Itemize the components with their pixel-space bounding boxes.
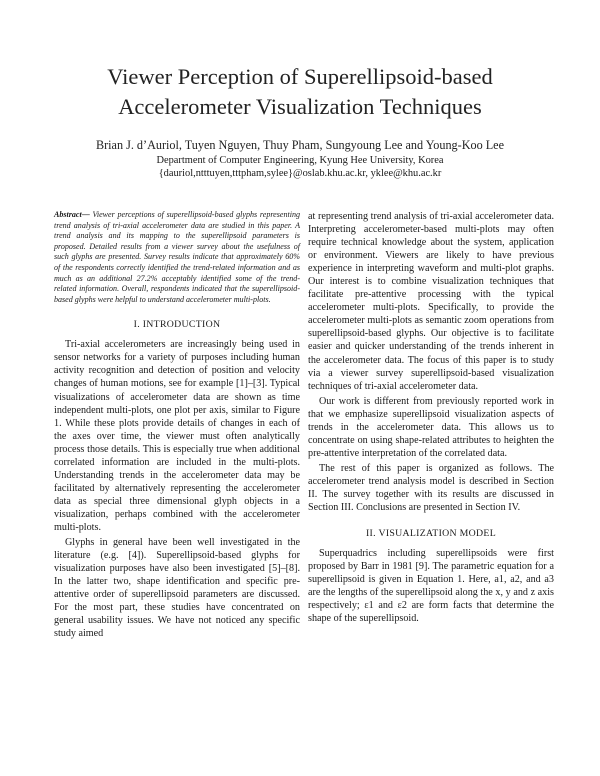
section-heading-visualization-model: II. VISUALIZATION MODEL [366, 528, 496, 540]
intro-paragraph-1: Tri-axial accelerometers are increasingly being used in sensor networks for a variety of purposes including human activity recognition and detection of position and velocity changes of human motions, see for example [1]–[3]. Typical visualizations of accelerometer data are shown as time independent multi-plots, one plot per axis, similar to Figure 1. While these plots provide details of changes in each of the axes over time, the viewer must often analytically process those details. This is especially true when additional correlated information are included in the multi-plots. Understanding trends in the accelerometer data may be facilitated by alternatively representing the accelerometer data as special three dimensional glyph objects in a visualization, perhaps combined with the accelerometer multi-plots. [54, 339, 300, 533]
affiliation: Department of Computer Engineering, Kyung Hee University, Korea [156, 155, 444, 166]
abstract-text: Viewer perceptions of superellipsoid-based glyphs representing trend analysis of tri-axial accelerometer data are studied in this paper. A trend analysis and its mapping to the superellipsoid parameters is proposed. Detailed results from a viewer survey about the usefulness of such glyphs are presented. Survey results indicate that approximately 60% of the respondents correctly identified the trend-related information and as much as an additional 27.2% acceptably identified some of the trend-related information. Overall, respondents indicated that the superellipsoid-based glyphs were helpful to understand accelerometer multi-plots. [54, 210, 300, 304]
authors: Brian J. d’Auriol, Tuyen Nguyen, Thuy Pham, Sungyoung Lee and Young-Koo Lee [95, 138, 505, 152]
abstract-label: Abstract— [54, 210, 90, 219]
emails: {dauriol,ntttuyen,tttpham,sylee}@oslab.khu.ac.kr, yklee@khu.ac.kr [158, 168, 442, 179]
intro-paragraph-5: The rest of this paper is organized as follows. The accelerometer trend analysis model is described in Section II. The survey together with its results are discussed in Section III. Conclusions are presented in Section IV. [308, 462, 554, 514]
vis-paragraph-1: Superquadrics including superellipsoids were first proposed by Barr in 1981 [9]. The parametric equation for a superellipsoid is given in Equation 1. Here, a1, a2, and a3 are the lengths of the superellipsoid along the x, y and z axis respectively; ε1 and ε2 are form facts that determine the shape of the superellipsoid. [308, 548, 554, 625]
paper-title [40, 62, 560, 122]
section-heading-introduction: I. INTRODUCTION [133, 319, 221, 331]
intro-paragraph-4: Our work is different from previously reported work in that we emphasize superellipsoid visualization aspects of trends in the accelerometer data. This allows us to concentrate on using shape-related attributes to heighten the pre-attentive interpretation of the correlated data. [308, 395, 554, 459]
abstract [54, 210, 300, 305]
title-line-1: Viewer Perception of Superellipsoid-based [107, 64, 493, 89]
left-column [54, 210, 300, 640]
intro-paragraph-2: Glyphs in general have been well investigated in the literature (e.g. [4]). Superellipsoid-based glyphs for visualization purposes have also been investigated [5]–[8]. In the latter two, shape identification and specific pre-attentive order of superellipsoid parameters are discussed. For the most part, these studies have concentrated on general usability issues. We have not noticed any specific study aimed [54, 537, 300, 640]
intro-paragraph-3: at representing trend analysis of tri-axial accelerometer data. Interpreting accelerometer-based multi-plots may often require technical knowledge about the system, application or environment. Viewers are likely to have previous experience in interpreting waveform and multi-plot graphs. Our interest is to combine visualization techniques that facilitate pre-attentive processing with the typical accelerometer multi-plots. Specifically, to provide the accelerometer multi-plots as semantic zoom operations from superellipsoid-based glyphs. Our objective is to facilitate easier and quicker understanding of the trends inherent in the accelerometer data. The focus of this paper is to study via a viewer survey superellipsoid-based visualization techniques of tri-axial accelerometer data. [308, 211, 554, 392]
title-block [40, 62, 560, 180]
right-column [308, 210, 554, 625]
title-line-2: Accelerometer Visualization Techniques [118, 94, 482, 119]
